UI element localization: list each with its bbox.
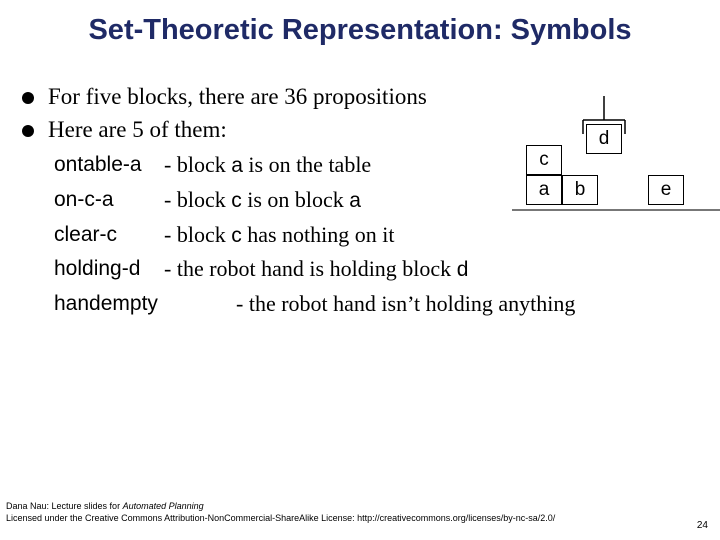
- bullet-dot: [22, 125, 34, 137]
- bullet-dot: [22, 92, 34, 104]
- slide-footer: Dana Nau: Lecture slides for Automated Planning Licensed under the Creative Commons Attribution-NonCommercial-ShareAlike License: http://creativecommons.org/licenses/by-nc-sa/2.0/: [6, 501, 556, 523]
- proposition-description: - block c is on block a: [164, 187, 361, 212]
- block-d: d: [586, 124, 622, 154]
- proposition-name: handempty: [54, 292, 158, 315]
- table-surface: [512, 209, 720, 211]
- slide-title: Set-Theoretic Representation: Symbols: [88, 14, 632, 46]
- proposition-name: on-c-a: [54, 188, 114, 211]
- page-number: 24: [696, 520, 708, 531]
- proposition-description: - block a is on the table: [164, 152, 372, 177]
- block-e: e: [648, 175, 684, 205]
- proposition-name: ontable-a: [54, 153, 142, 176]
- bullet-text: Here are 5 of them:: [48, 117, 227, 142]
- proposition-description: - the robot hand is holding block d: [164, 256, 469, 281]
- proposition-name: holding-d: [54, 257, 141, 280]
- bullet-text: For five blocks, there are 36 propositions: [48, 84, 427, 109]
- block-c: c: [526, 145, 562, 175]
- proposition-description: - the robot hand isn’t holding anything: [236, 291, 576, 316]
- block-a: a: [526, 175, 562, 205]
- block-b: b: [562, 175, 598, 205]
- proposition-description: - block c has nothing on it: [164, 222, 395, 247]
- proposition-name: clear-c: [54, 223, 118, 246]
